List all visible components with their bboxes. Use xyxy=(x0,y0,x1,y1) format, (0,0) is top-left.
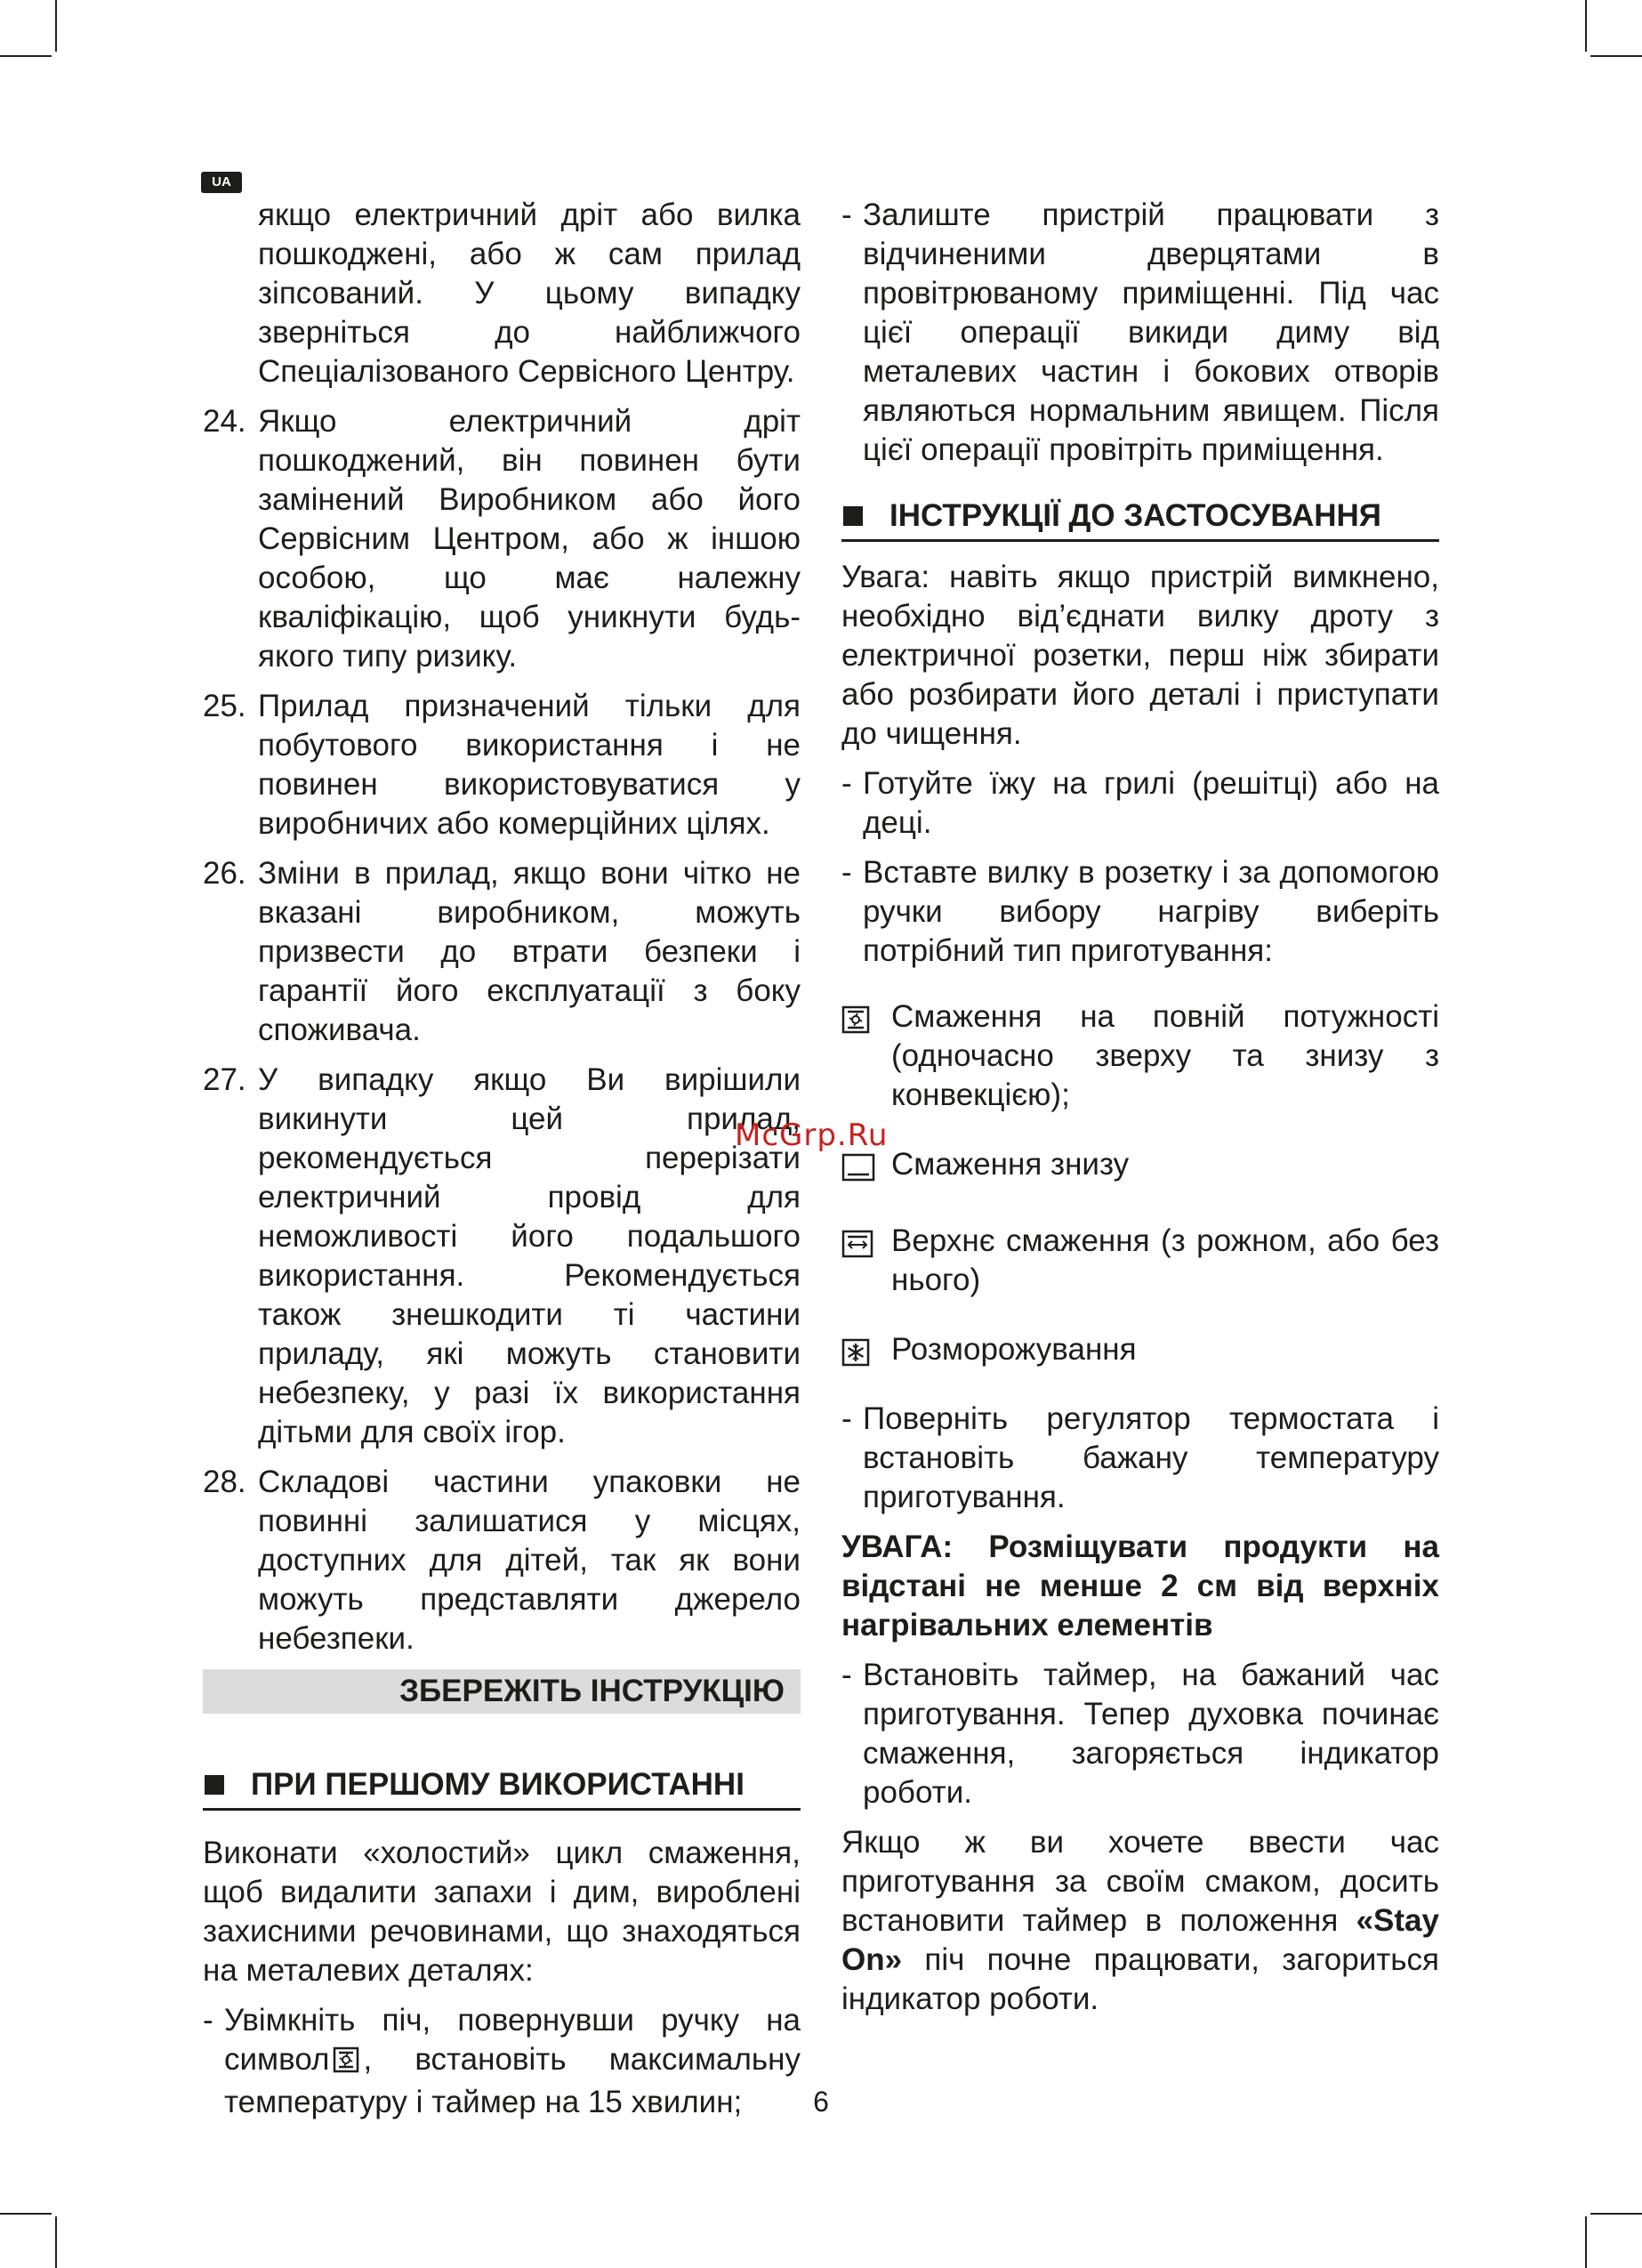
dash-bullet: - xyxy=(841,855,852,890)
section-title: ІНСТРУКЦІЇ ДО ЗАСТОСУВАННЯ xyxy=(889,498,1381,533)
item-number: 24. xyxy=(203,404,246,439)
section-square-icon xyxy=(205,1775,224,1795)
usage-heading xyxy=(841,496,1439,542)
left-column xyxy=(203,196,801,2133)
right-column xyxy=(841,196,1439,2019)
crop-mark xyxy=(55,0,57,52)
first-use-paragraph: Виконати «холостий» цикл смаження, щоб видалити запахи і дим, вироблені захисними речовинами, що знаходяться на металевих деталях: xyxy=(203,1836,801,1988)
mode-text: Смаження знизу xyxy=(891,1147,1130,1182)
stay-on-text-a: Якщо ж ви хочете ввести час приготування за своїм смаком, досить встановити таймер в положення xyxy=(841,1825,1439,1938)
mode-text: Верхнє смаження (з рожном, або без нього) xyxy=(891,1223,1439,1297)
step-grill xyxy=(841,764,1439,843)
list-item xyxy=(203,854,801,1050)
item-text: Зміни в прилад, якщо вони чітко не вказані виробником, можуть призвести до втрати безпеки і гарантії його експлуатації з боку споживача. xyxy=(258,856,801,1047)
step-plug xyxy=(841,853,1439,971)
item-number: 27. xyxy=(203,1062,246,1097)
step-text: Залиште пристрій працювати з відчиненими дверцятами в провітрюваному приміщенні. Під час цієї операції викиди диму від металевих частин і бокових отворів являються нормальним явищем. Після цієї операції провітріть приміщення. xyxy=(863,198,1439,467)
stay-on-label: «Stay On» xyxy=(841,1903,1439,1977)
crop-mark xyxy=(1585,0,1587,52)
mode-text: Розморожування xyxy=(891,1332,1137,1367)
mode-text: Смаження на повній потужності (одночасно зверху та знизу з конвекцією); xyxy=(891,999,1439,1112)
dash-bullet: - xyxy=(841,1401,852,1436)
section-title: ПРИ ПЕРШОМУ ВИКОРИСТАННІ xyxy=(251,1767,745,1802)
step-timer xyxy=(841,1656,1439,1812)
full-power-convection-icon xyxy=(841,997,891,1044)
mode-item xyxy=(841,1145,1439,1191)
continuation-step xyxy=(841,196,1439,470)
top-heat-rotisserie-icon xyxy=(841,1222,891,1268)
item-text: Якщо електричний дріт пошкоджений, він повинен бути замінений Виробником або його Сервісним Центром, або ж іншою особою, що має належну кваліфікацію, щоб уникнути будь-якого типу ризику. xyxy=(258,404,801,674)
placement-warning: УВАГА: Розміщувати продукти на відстані не менше 2 см від верхніх нагрівальних елементів xyxy=(841,1529,1439,1642)
dash-bullet: - xyxy=(203,2003,213,2038)
step-thermostat xyxy=(841,1400,1439,1517)
dash-bullet: - xyxy=(841,198,852,232)
list-item xyxy=(203,402,801,676)
item-text: Прилад призначений тільки для побутового використання і не повинен використовуватися у виробничих або комерційних цілях. xyxy=(258,689,801,841)
mode-item xyxy=(841,997,1439,1115)
usage-note: Увага: навіть якщо пристрій вимкнено, необхідно від’єднати вилку дроту з електричної розетки, перш ніж збирати або розбирати його деталі і приступати до чищення. xyxy=(841,560,1439,751)
item-number: 25. xyxy=(203,689,246,723)
full-power-convection-icon xyxy=(333,2044,359,2083)
crop-mark xyxy=(0,55,52,57)
item-number: 28. xyxy=(203,1465,246,1499)
step-text: Встановіть таймер, на бажаний час приготування. Тепер духовка починає смаження, загоряється індикатор роботи. xyxy=(863,1658,1439,1810)
defrost-icon xyxy=(841,1330,891,1376)
step-text-a: Увімкніть піч, повернувши ручку на символ xyxy=(224,2003,801,2077)
crop-mark xyxy=(55,2216,57,2268)
item-text: У випадку якщо Ви вирішили викинути цей прилад, рекомендується перерізати електричний провід для неможливості його подальшого використання. Рекомендується також знешкодити ті частини приладу, які можуть становити небезпеку, у разі їх використання дітьми для своїх ігор. xyxy=(258,1062,801,1449)
stay-on-text-b: піч почне працювати, загориться індикатор роботи. xyxy=(841,1942,1439,2016)
step-text-b: , встановіть максимальну температуру і таймер на 15 хвилин; xyxy=(224,2042,801,2119)
language-badge: UA xyxy=(201,172,242,193)
item-text: Складові частини упаковки не повинні залишатися у місцях, доступних для дітей, так як вони можуть представляти джерело небезпеки. xyxy=(258,1465,801,1656)
step-text: Вставте вилку в розетку і за допомогою ручки вибору нагріву виберіть потрібний тип приготування: xyxy=(863,855,1439,968)
intro-paragraph: якщо електричний дріт або вилка пошкоджені, або ж сам прилад зіпсований. У цьому випадку зверніться до найближчого Спеціалізованого Сервісного Центру. xyxy=(258,198,801,389)
section-square-icon xyxy=(843,506,863,526)
crop-mark xyxy=(0,2213,52,2215)
dash-bullet: - xyxy=(841,766,852,801)
crop-mark xyxy=(1590,2213,1642,2215)
list-item xyxy=(203,1061,801,1452)
list-item xyxy=(203,1463,801,1659)
mode-item xyxy=(841,1330,1439,1376)
dash-bullet: - xyxy=(841,1658,852,1692)
save-instructions-banner: ЗБЕРЕЖІТЬ ІНСТРУКЦІЮ xyxy=(203,1669,801,1714)
first-use-heading xyxy=(203,1765,801,1811)
stay-on-paragraph xyxy=(841,1823,1439,2019)
watermark: McGrp.Ru xyxy=(735,1118,889,1153)
mode-item xyxy=(841,1222,1439,1300)
crop-mark xyxy=(1590,55,1642,57)
page-number: 6 xyxy=(813,2086,829,2118)
step-text: Готуйте їжу на грилі (решітці) або на деці. xyxy=(863,766,1439,840)
list-item xyxy=(203,687,801,843)
item-number: 26. xyxy=(203,856,246,891)
step-text: Поверніть регулятор термостата і встановіть бажану температуру приготування. xyxy=(863,1401,1439,1514)
crop-mark xyxy=(1585,2216,1587,2268)
